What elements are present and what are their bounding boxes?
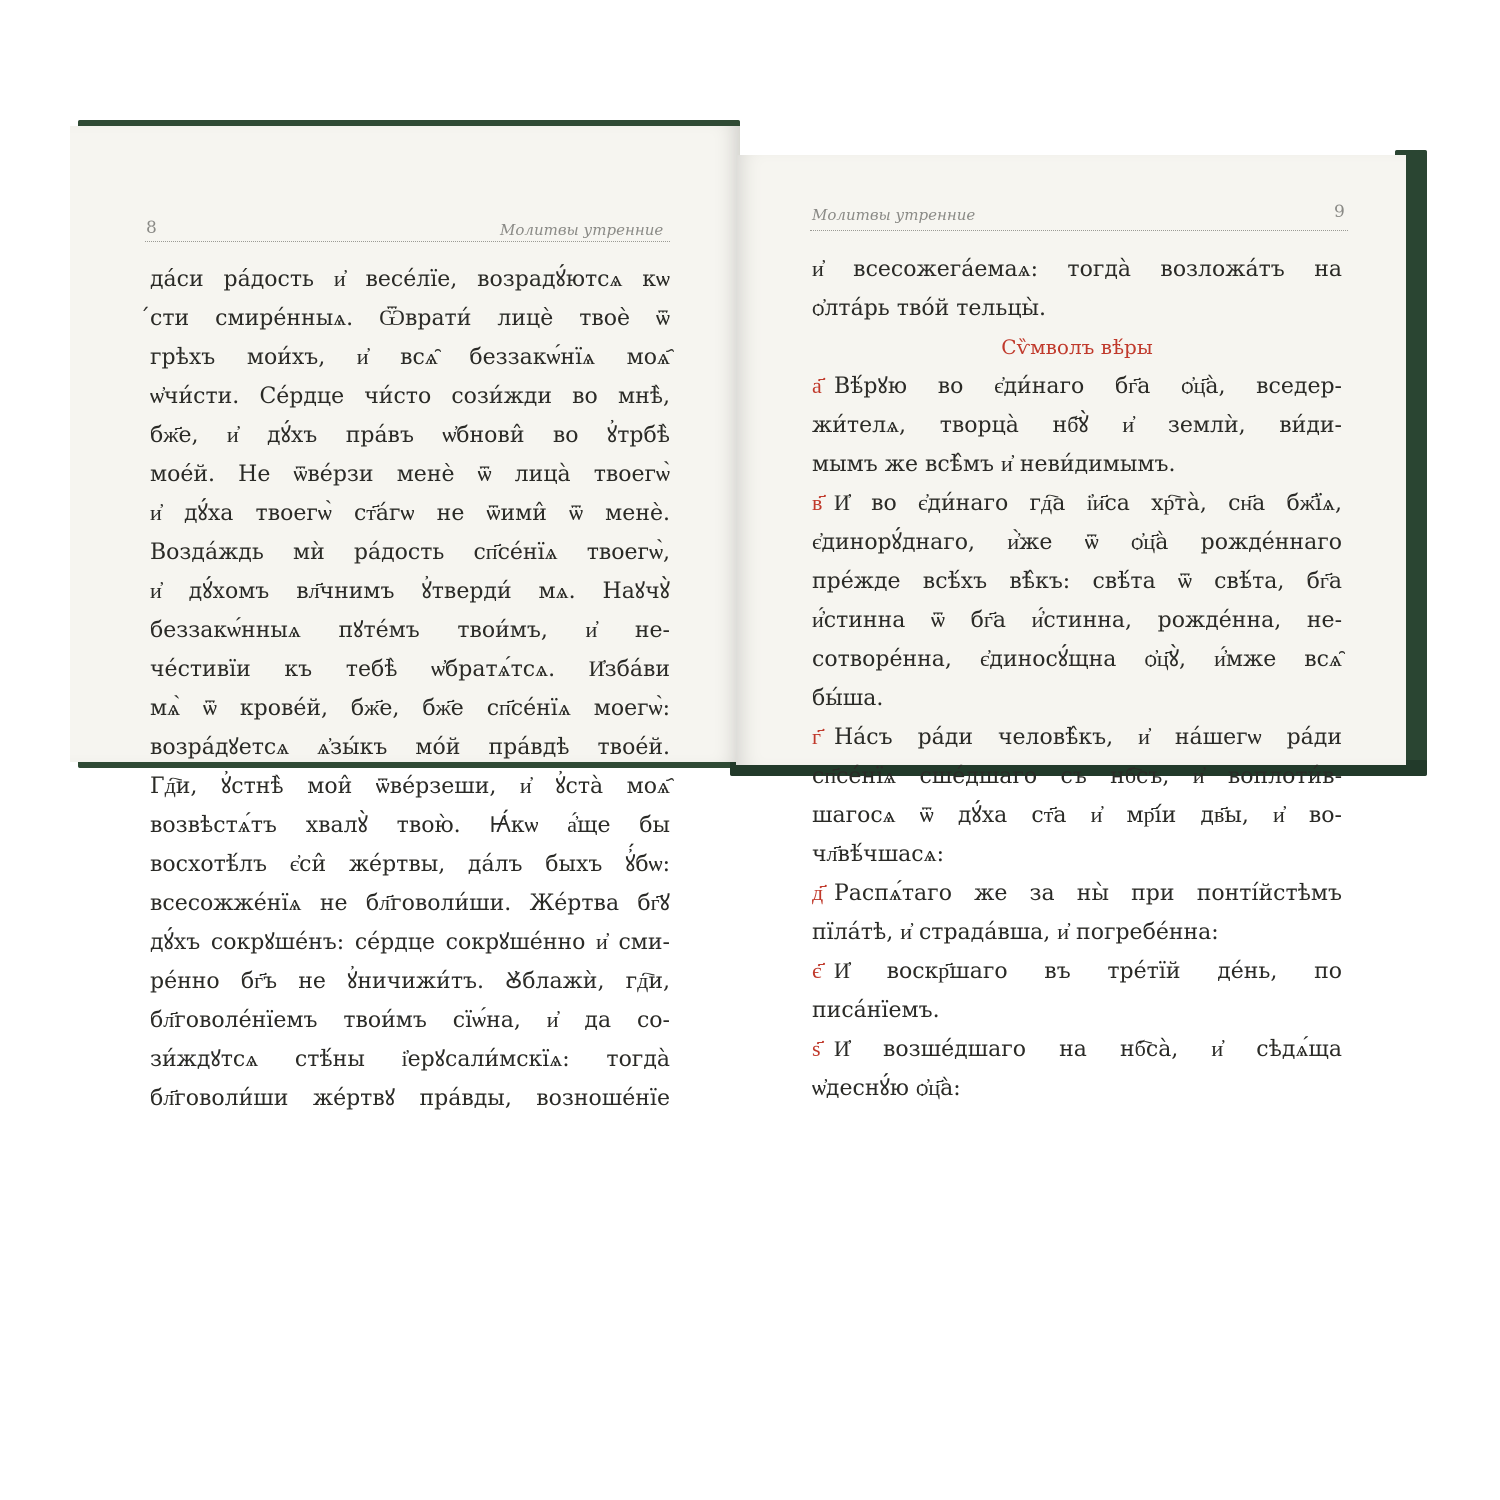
- verse-text: чл҃вѣ́чшасѧ:: [812, 842, 944, 867]
- left-text-line: моéй. Не ѿве́рзи менѐ ѿ лица̀ твоегѡ̀: [150, 462, 670, 487]
- verse-text: пїла́тѣ, и҆ страда́вша, и҆ погребе́нна:: [812, 920, 1219, 945]
- verse-line: [812, 874, 1342, 913]
- verse-line: [812, 718, 1342, 757]
- verse-number: а҃: [812, 374, 822, 399]
- verse-text: Распѧ́таго же за ны̀ при понті́йстѣмъ: [834, 881, 1342, 906]
- verse-line: [812, 601, 1342, 640]
- left-text-line: и҆ дꙋ́ха твоегѡ̀ ст҃а́гѡ не ѿими̂ ѿ менѐ.: [150, 501, 670, 526]
- verse-text: Вѣ́рꙋю во є҆ди́наго бг҃а ѻ҆ц҃а̀, вседер-: [834, 374, 1342, 399]
- verse-line: [812, 679, 1342, 718]
- verse-line: [812, 1030, 1342, 1069]
- verse-text: є҆динорꙋ́днаго, и҆̀же ѿ ѻ҆ц҃а̀ рожде́ннаго: [812, 530, 1342, 555]
- verse-line: [812, 991, 1342, 1030]
- left-page-text: [150, 260, 670, 1118]
- verse-text: жи́телѧ, творца̀ нб҃ꙋ̀ и҆ землѝ, ви́ди-: [812, 413, 1342, 438]
- verse-text: На́съ ра́ди человѣ̂къ, и҆ на́шегѡ ра́ди: [834, 725, 1342, 750]
- right-header-rule: [810, 230, 1348, 231]
- right-page-text: [812, 250, 1342, 1108]
- verse-line: [812, 952, 1342, 991]
- left-text-line: дꙋ́хъ сокрꙋше́нъ: се́рдце сокрꙋше́нно и҆ сми-: [150, 930, 670, 955]
- right-intro-line: и҆ всесожега́емаѧ: тогда̀ возложа́тъ на: [812, 257, 1342, 282]
- left-text-line: ре́нно бг҃ъ не ꙋ҆ничижи́тъ. Ꙋ҆блажѝ, гд҇и,: [150, 969, 670, 994]
- left-text-line: беззакѡ́нныѧ пꙋте́мъ твои́мъ, и҆ не-: [150, 618, 670, 643]
- verse-text: сп҃се́нїѧ сше́дшаго съ нб҇съ, и҆ воплоти́в-: [812, 764, 1342, 789]
- left-text-line: бж҃е, и҆ дꙋ́хъ пра́въ ѡ҆бнови̂ во ꙋ҆трбѣ̀: [150, 423, 670, 448]
- verse-text: И҆ возше́дшаго на нб҇са̀, и҆ сѣдѧ́ща: [834, 1037, 1342, 1062]
- verse-line: [812, 406, 1342, 445]
- verse-line: [812, 445, 1342, 484]
- verse-text: мымъ же всѣ̂мъ и҆ неви́димымъ.: [812, 452, 1176, 477]
- left-text-line: Возда́ждь мѝ ра́дость сп҃се́нїѧ твоегѡ̀,: [150, 540, 670, 565]
- verse-text: шагосѧ ѿ дꙋ́ха ст҃а и҆ мр҃і́и дв҃ы, и҆ во-: [812, 803, 1342, 828]
- verse-line: [812, 796, 1342, 835]
- verse-text: пре́жде всѣ́хъ вѣ̂къ: свѣ́та ѿ свѣ́та, бг҃а: [812, 569, 1342, 594]
- section-heading: Сѷмволъ вѣ́ры: [1001, 335, 1153, 359]
- left-text-line: Гд҇и, ꙋ҆стнѣ̀ мои̂ ѿве́рзеши, и҆ ꙋ҆ста̀ моѧ҄: [150, 774, 670, 799]
- left-text-line: возвѣстѧ́тъ хвалꙋ̀ твою̀. Ꙗ҆́кѡ а҆́ще бы: [150, 813, 670, 838]
- verse-line: [812, 757, 1342, 796]
- verse-text: сотворе́нна, є҆диносꙋ́щна ѻ҆ц҃ꙋ̀, и҆́мже всѧ̑: [812, 647, 1342, 672]
- left-text-line: ѡ҆чи́сти. Се́рдце чи́сто сози́жди во мнѣ̀,: [150, 384, 670, 409]
- left-text-line: ́сти смире́нныѧ. Ѿврати́ лицѐ твоѐ ѿ: [150, 306, 670, 331]
- left-header-rule: [145, 241, 670, 242]
- left-text-line: зи́ждꙋтсѧ стѣ́ны і҆ерꙋсали́мскїѧ: тогда̀: [150, 1047, 670, 1072]
- verse-line: [812, 913, 1342, 952]
- left-text-line: восхотѣ́лъ є҆си̂ же́ртвы, да́лъ быхъ ꙋ҆́бѡ:: [150, 852, 670, 877]
- verse-text: ѡ҆деснꙋ́ю ѻ҆ц҃а̀:: [812, 1076, 961, 1101]
- right-page-number: 9: [1334, 202, 1345, 222]
- verse-number: є҃: [812, 959, 822, 984]
- verse-text: бы́ша.: [812, 686, 884, 711]
- left-text-line: че́стивїи къ тебѣ̀ ѡ҆братѧ́тсѧ. И҆зба́ви: [150, 657, 670, 682]
- verse-line: [812, 523, 1342, 562]
- verse-line: [812, 484, 1342, 523]
- verse-line: [812, 835, 1342, 874]
- verse-number: д҃: [812, 881, 824, 906]
- verse-text: писа́нїемъ.: [812, 998, 940, 1023]
- verse-text: И҆ во є҆ди́наго гд҇а і҆и҃са хр҇та̀, сн҃а бж҃їѧ,: [834, 491, 1342, 516]
- left-text-line: дáси рáдость и҆ весе́лїе, возрадꙋ́ютсѧ кѡ: [150, 267, 670, 292]
- left-text-line: и҆ дꙋ́хомъ вл҃чнимъ ꙋ҆тверди́ мѧ. Наꙋчꙋ̀: [150, 579, 670, 604]
- left-text-line: возра́дꙋетсѧ ѧ҆зы́къ мо́й пра́вдѣ твое́й.: [150, 735, 670, 760]
- right-running-title: Молитвы утренние: [812, 206, 976, 224]
- left-text-line: бл҃говоли́ши же́ртвꙋ пра́вды, возноше́нїе: [150, 1086, 670, 1111]
- verse-number: в҃: [812, 491, 823, 516]
- verse-text: и҆́стинна ѿ бг҃а и҆́стинна, рожде́нна, не-: [812, 608, 1342, 633]
- left-text-line: бл҃говоле́нїемъ твои́мъ сїѡ́на, и҆ да со-: [150, 1008, 670, 1033]
- left-text-line: всесожже́нїѧ не бл҃говоли́ши. Же́ртва бг҃ꙋ: [150, 891, 670, 916]
- verse-text: И҆ воскр҃шаго въ тре́тїй де́нь, по: [834, 959, 1342, 984]
- right-intro-line: ѻ҆лта́рь тво́й тельцы̀.: [812, 296, 1047, 321]
- verse-number: г҃: [812, 725, 822, 750]
- verse-line: [812, 562, 1342, 601]
- left-page-number: 8: [146, 218, 157, 238]
- verse-line: [812, 1069, 1342, 1108]
- verse-number: ѕ҃: [812, 1037, 821, 1062]
- left-text-line: мѧ̀ ѿ крове́й, бж҃е, бж҃е сп҃се́нїѧ моегѡ̀:: [150, 696, 670, 721]
- verse-line: [812, 640, 1342, 679]
- left-running-title: Молитвы утренние: [500, 221, 664, 239]
- verse-line: [812, 367, 1342, 406]
- left-text-line: грѣхъ мои́хъ, и҆ всѧ̑ беззакѡ́нїѧ моѧ҄: [150, 345, 670, 370]
